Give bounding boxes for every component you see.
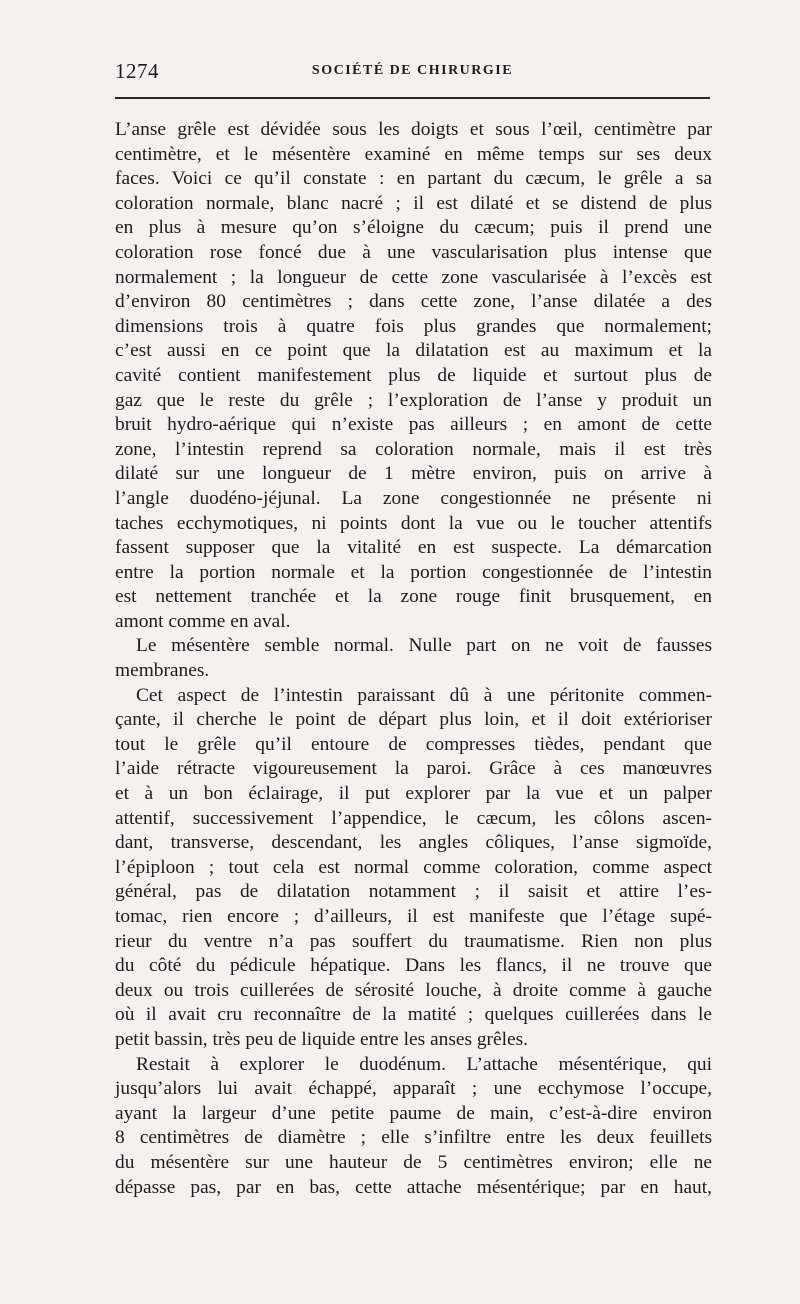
text-line: 8 centimètres de diamètre ; elle s’infiltre entre les deux feuillets <box>115 1127 712 1149</box>
text-line: dépasse pas, par en bas, cette attache mésentérique; par en haut, <box>115 1176 712 1198</box>
text-line: du côté du pédicule hépatique. Dans les flancs, il ne trouve que <box>115 955 712 977</box>
text-line: général, pas de dilatation notamment ; il saisit et attire l’es- <box>115 881 712 903</box>
text-line: d’environ 80 centimètres ; dans cette zone, l’anse dilatée a des <box>115 291 712 313</box>
text-line: cavité contient manifestement plus de liquide et surtout plus de <box>115 364 712 386</box>
text-line: l’angle duodéno-jéjunal. La zone congestionnée ne présente ni <box>115 487 712 509</box>
text-line: dimensions trois à quatre fois plus grandes que normalement; <box>115 315 712 337</box>
running-title: SOCIÉTÉ DE CHIRURGIE <box>311 63 514 78</box>
text-line: amont comme en aval. <box>115 610 291 632</box>
text-line: l’aide rétracte vigoureusement la paroi. Grâce à ces manœuvres <box>115 758 712 780</box>
text-line: L’anse grêle est dévidée sous les doigts et sous l’œil, centimètre par <box>115 119 712 140</box>
page-number: 1274 <box>115 59 159 83</box>
text-line: du mésentère sur une hauteur de 5 centimètres environ; elle ne <box>115 1151 712 1173</box>
text-line: tomac, rien encore ; d’ailleurs, il est manifeste que l’étage supé- <box>115 906 712 927</box>
text-line: zone, l’intestin reprend sa coloration normale, mais il est très <box>115 438 712 460</box>
text-line: normalement ; la longueur de cette zone vascularisée à l’excès est <box>115 266 712 288</box>
text-line: en plus à mesure qu’on s’éloigne du cæcum; puis il prend une <box>115 217 712 239</box>
text-line: est nettement tranchée et la zone rouge finit brusquement, en <box>115 586 712 608</box>
text-line: centimètre, et le mésentère examiné en même temps sur ses deux <box>115 143 712 165</box>
text-line: çante, il cherche le point de départ plus loin, et il doit extérioriser <box>115 709 712 731</box>
text-line: Cet aspect de l’intestin paraissant dû à une péritonite commen- <box>136 684 712 706</box>
text-line: membranes. <box>115 660 210 682</box>
text-line: rieur du ventre n’a pas souffert du traumatisme. Rien non plus <box>115 930 712 952</box>
text-line: deux ou trois cuillerées de sérosité louche, à droite comme à gauche <box>115 979 712 1001</box>
text-line: c’est aussi en ce point que la dilatation est au maximum et la <box>115 340 712 362</box>
text-line: Restait à explorer le duodénum. L’attache mésentérique, qui <box>136 1053 712 1075</box>
text-line: attentif, successivement l’appendice, le cæcum, les côlons ascen- <box>115 807 712 829</box>
text-line: dant, transverse, descendant, les angles côliques, l’anse sigmoïde, <box>115 832 712 854</box>
text-line: bruit hydro-aérique qui n’existe pas ailleurs ; en amont de cette <box>115 414 712 436</box>
text-line: et à un bon éclairage, il put explorer par la vue et un palper <box>115 783 712 805</box>
text-line: coloration rose foncé due à une vascularisation plus intense que <box>115 241 712 263</box>
text-line: ayant la largeur d’une petite paume de main, c’est-à-dire environ <box>115 1102 712 1124</box>
text-line: tout le grêle qu’il entoure de compresses tièdes, pendant que <box>115 733 712 755</box>
text-line: Le mésentère semble normal. Nulle part on ne voit de fausses <box>136 635 712 657</box>
text-line: taches ecchymotiques, ni points dont la vue ou le toucher attentifs <box>115 512 712 534</box>
text-line: fassent supposer que la vitalité en est suspecte. La démarcation <box>115 537 712 559</box>
text-line: petit bassin, très peu de liquide entre les anses grêles. <box>115 1028 529 1050</box>
text-line: l’épiploon ; tout cela est normal comme coloration, comme aspect <box>115 856 712 878</box>
text-line: entre la portion normale et la portion congestionnée de l’intestin <box>115 561 712 583</box>
text-line: gaz que le reste du grêle ; l’exploration de l’anse y produit un <box>115 389 712 411</box>
body-text <box>115 118 712 1200</box>
header-rule <box>115 97 710 99</box>
page-header <box>115 58 710 84</box>
text-line: faces. Voici ce qu’il constate : en partant du cæcum, le grêle a sa <box>115 168 712 190</box>
text-line: jusqu’alors lui avait échappé, apparaît ; une ecchymose l’occupe, <box>115 1078 712 1100</box>
text-line: dilaté sur une longueur de 1 mètre environ, puis on arrive à <box>115 463 712 485</box>
text-line: coloration normale, blanc nacré ; il est dilaté et se distend de plus <box>115 192 712 214</box>
text-line: où il avait cru reconnaître de la matité ; quelques cuillerées dans le <box>115 1004 712 1026</box>
